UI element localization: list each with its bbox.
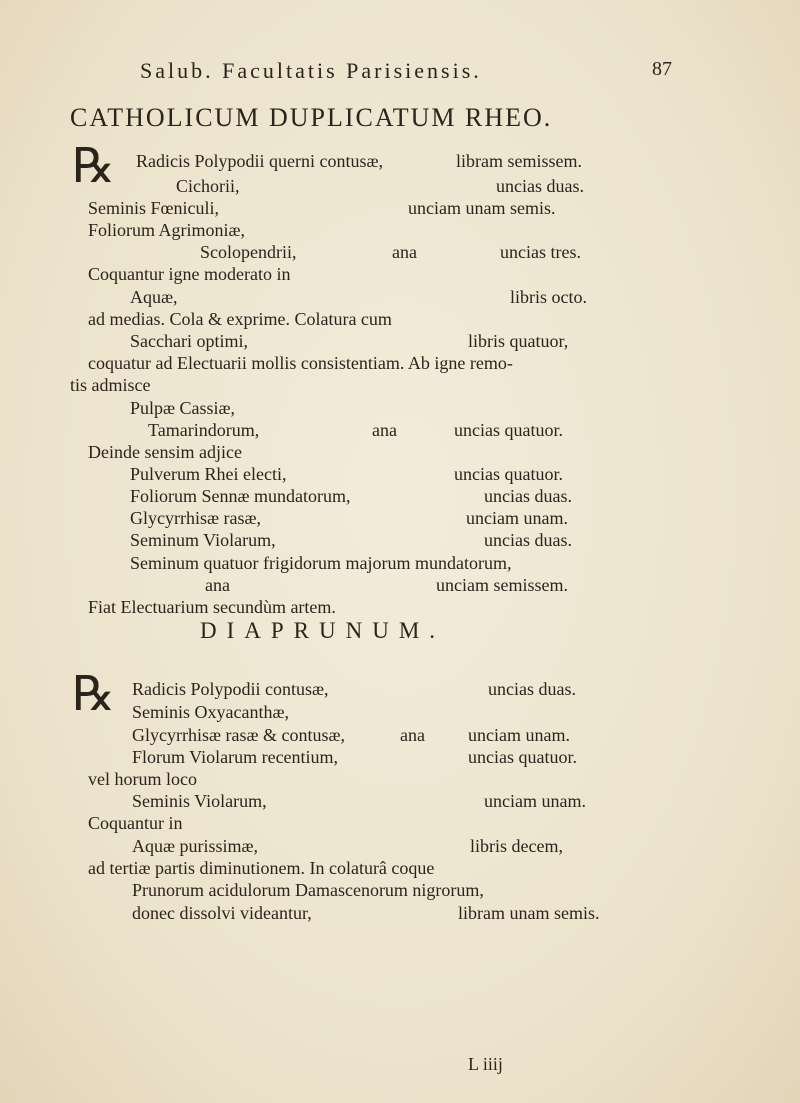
recipe-line: Aquæ purissimæ, [132,836,259,856]
ana-label: ana [372,420,397,440]
recipe-quantity: unciam semissem. [436,575,568,595]
recipe-quantity: libris decem, [470,836,563,856]
rx-symbol-icon: ℞ [72,666,116,722]
recipe-quantity: unciam unam semis. [408,198,556,218]
recipe-line: donec dissolvi videantur, [132,903,312,923]
recipe-line: Coquantur igne moderato in [88,264,291,284]
recipe-quantity: libram semissem. [456,151,582,171]
recipe-quantity: uncias duas. [496,176,584,196]
recipe-quantity: uncias quatuor. [468,747,577,767]
rx-symbol-icon: ℞ [72,138,116,194]
recipe-quantity: uncias tres. [500,242,581,262]
recipe-line: Aquæ, [130,287,178,307]
page-number: 87 [652,58,672,80]
recipe-quantity: uncias duas. [484,530,572,550]
recipe-line: Deinde sensim adjice [88,442,242,462]
recipe-quantity: libram unam semis. [458,903,600,923]
recipe-line: Radicis Polypodii contusæ, [132,679,329,699]
recipe-line: Fiat Electuarium secundùm artem. [88,597,336,617]
recipe-line: coquatur ad Electuarii mollis consistentiam. Ab igne remo- [88,353,513,373]
ana-label: ana [392,242,417,262]
recipe-line: Seminum Violarum, [130,530,276,550]
signature-mark: L iiij [468,1054,503,1074]
recipe-line: ad medias. Cola & exprime. Colatura cum [88,309,392,329]
recipe-line: Sacchari optimi, [130,331,248,351]
running-head: Salub. Facultatis Parisiensis. [140,58,482,83]
recipe-line: Seminis Fœniculi, [88,198,220,218]
recipe-line: Seminis Violarum, [132,791,267,811]
recipe-line: Cichorii, [176,176,240,196]
recipe-line: Foliorum Sennæ mundatorum, [130,486,351,506]
recipe-title-catholicum: CATHOLICUM DUPLICATUM RHEO. [70,103,553,132]
recipe-quantity: libris quatuor, [468,331,569,351]
recipe-line: Seminis Oxyacanthæ, [132,702,289,722]
recipe-line: Pulverum Rhei electi, [130,464,287,484]
recipe-quantity: uncias quatuor. [454,420,563,440]
recipe-line: Prunorum acidulorum Damascenorum nigrorum, [132,880,484,900]
recipe-line: ad tertiæ partis diminutionem. In colaturâ coque [88,858,435,878]
recipe-quantity: unciam unam. [468,725,570,745]
recipe-line: Seminum quatuor frigidorum majorum mundatorum, [130,553,512,573]
recipe-title-diaprunum: DIAPRUNUM. [200,618,446,643]
recipe-quantity: unciam unam. [466,508,568,528]
recipe-line: Florum Violarum recentium, [132,747,339,767]
recipe-line: Tamarindorum, [148,420,260,440]
recipe-line: Glycyrrhisæ rasæ & contusæ, [132,725,345,745]
recipe-quantity: uncias duas. [488,679,576,699]
recipe-line: tis admisce [70,375,151,395]
recipe-quantity: uncias quatuor. [454,464,563,484]
ana-label: ana [205,575,230,595]
ana-label: ana [400,725,425,745]
recipe-line: Radicis Polypodii querni contusæ, [136,151,383,171]
recipe-quantity: uncias duas. [484,486,572,506]
recipe-quantity: unciam unam. [484,791,586,811]
recipe-line: Foliorum Agrimoniæ, [88,220,246,240]
recipe-line: Glycyrrhisæ rasæ, [130,508,261,528]
recipe-line: Scolopendrii, [200,242,297,262]
recipe-line: vel horum loco [88,769,197,789]
recipe-quantity: libris octo. [510,287,587,307]
recipe-line: Pulpæ Cassiæ, [130,398,236,418]
recipe-line: Coquantur in [88,813,183,833]
